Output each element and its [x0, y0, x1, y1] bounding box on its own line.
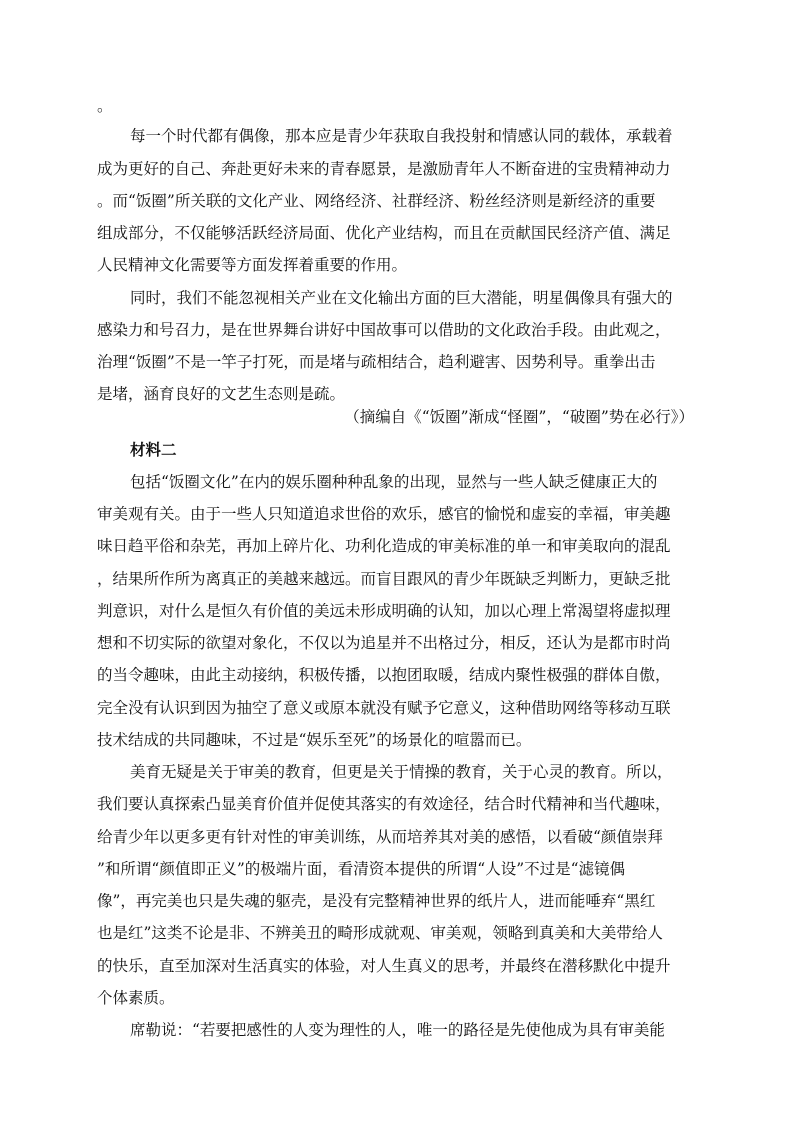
text-line: 每一个时代都有偶像，那本应是青少年获取自我投射和情感认同的载体，承载着: [130, 127, 673, 145]
text-line: 包括“饭圈文化”在内的娱乐圈种种乱象的出现，显然与一些人缺乏健康正大的: [130, 473, 658, 491]
text-line: 审美观有关。由于一些人只知道追求世俗的欢乐，感官的愉悦和虚妄的幸福，审美趣: [97, 505, 671, 523]
text-line: 给青少年以更多更有针对性的审美训练，从而培养其对美的感悟，以看破“颜值崇拜: [97, 828, 663, 846]
text-line: 席勒说：“若要把感性的人变为理性的人，唯一的路径是先使他成为具有审美能: [130, 1021, 665, 1039]
text-line: 。而“饭圈”所关联的文化产业、网络经济、社群经济、粉丝经济则是新经济的重要: [97, 192, 656, 210]
text-line: 我们要认真探索凸显美育价值并促使其落实的有效途径，结合时代精神和当代趣味，: [97, 795, 671, 813]
text-line: 。: [97, 97, 113, 115]
source-citation: （摘编自《“饭圈”渐成“怪圈”，“破圈”势在必行》）: [344, 408, 694, 426]
text-line: ，结果所作所为离真正的美越来越远。而盲目跟风的青少年既缺乏判断力，更缺乏批: [97, 570, 671, 588]
text-line: 人民精神文化需要等方面发挥着重要的作用。: [97, 256, 408, 274]
text-line: 完全没有认识到因为抽空了意义或原本就没有赋予它意义，这种借助网络等移动互联: [97, 699, 671, 717]
text-line: 感染力和号召力，是在世界舞台讲好中国故事可以借助的文化政治手段。由此观之，: [97, 321, 671, 339]
text-line: 的快乐，直至加深对生活真实的体验，对人生真义的思考，并最终在潜移默化中提升: [97, 957, 671, 975]
text-line: 美育无疑是关于审美的教育，但更是关于情操的教育，关于心灵的教育。所以，: [130, 763, 673, 781]
text-line: 判意识，对什么是恒久有价值的美远未形成明确的认知，加以心理上常渴望将虚拟理: [97, 602, 671, 620]
text-line: 技术结成的共同趣味，不过是“娱乐至死”的场景化的喧嚣而已。: [97, 731, 532, 749]
text-line: 治理“饭圈”不是一竿子打死，而是堵与疏相结合，趋利避害、因势利导。重拳出击: [97, 353, 656, 371]
section-heading: 材料二: [130, 440, 177, 459]
text-line: 组成部分，不仅能够活跃经济局面、优化产业结构，而且在贡献国民经济产值、满足: [97, 224, 671, 242]
text-line: 成为更好的自己、奔赴更好未来的青春愿景，是激励青年人不断奋进的宝贵精神动力: [97, 160, 671, 178]
text-line: 像”，再完美也只是失魂的躯壳，是没有完整精神世界的纸片人，进而能唾弃“黑红: [97, 892, 656, 910]
text-line: ”和所谓“颜值即正义”的极端片面，看清资本提供的所谓“人设”不过是“滤镜偶: [97, 860, 626, 878]
text-line: 味日趋平俗和杂芜，再加上碎片化、功利化造成的审美标准的单一和审美取向的混乱: [97, 537, 671, 555]
text-line: 想和不切实际的欲望对象化，不仅以为追星并不出格过分，相反，还认为是都市时尚: [97, 634, 671, 652]
text-line: 是堵，涵育良好的文艺生态则是疏。: [97, 385, 346, 403]
text-line: 也是红”这类不论是非、不辨美丑的畸形成就观、审美观，领略到真美和大美带给人: [97, 924, 663, 942]
text-line: 同时，我们不能忽视相关产业在文化输出方面的巨大潜能，明星偶像具有强大的: [130, 289, 673, 307]
text-line: 个体素质。: [97, 989, 175, 1007]
text-line: 的当令趣味，由此主动接纳，积极传播，以抱团取暖，结成内聚性极强的群体自傲，: [97, 666, 671, 684]
